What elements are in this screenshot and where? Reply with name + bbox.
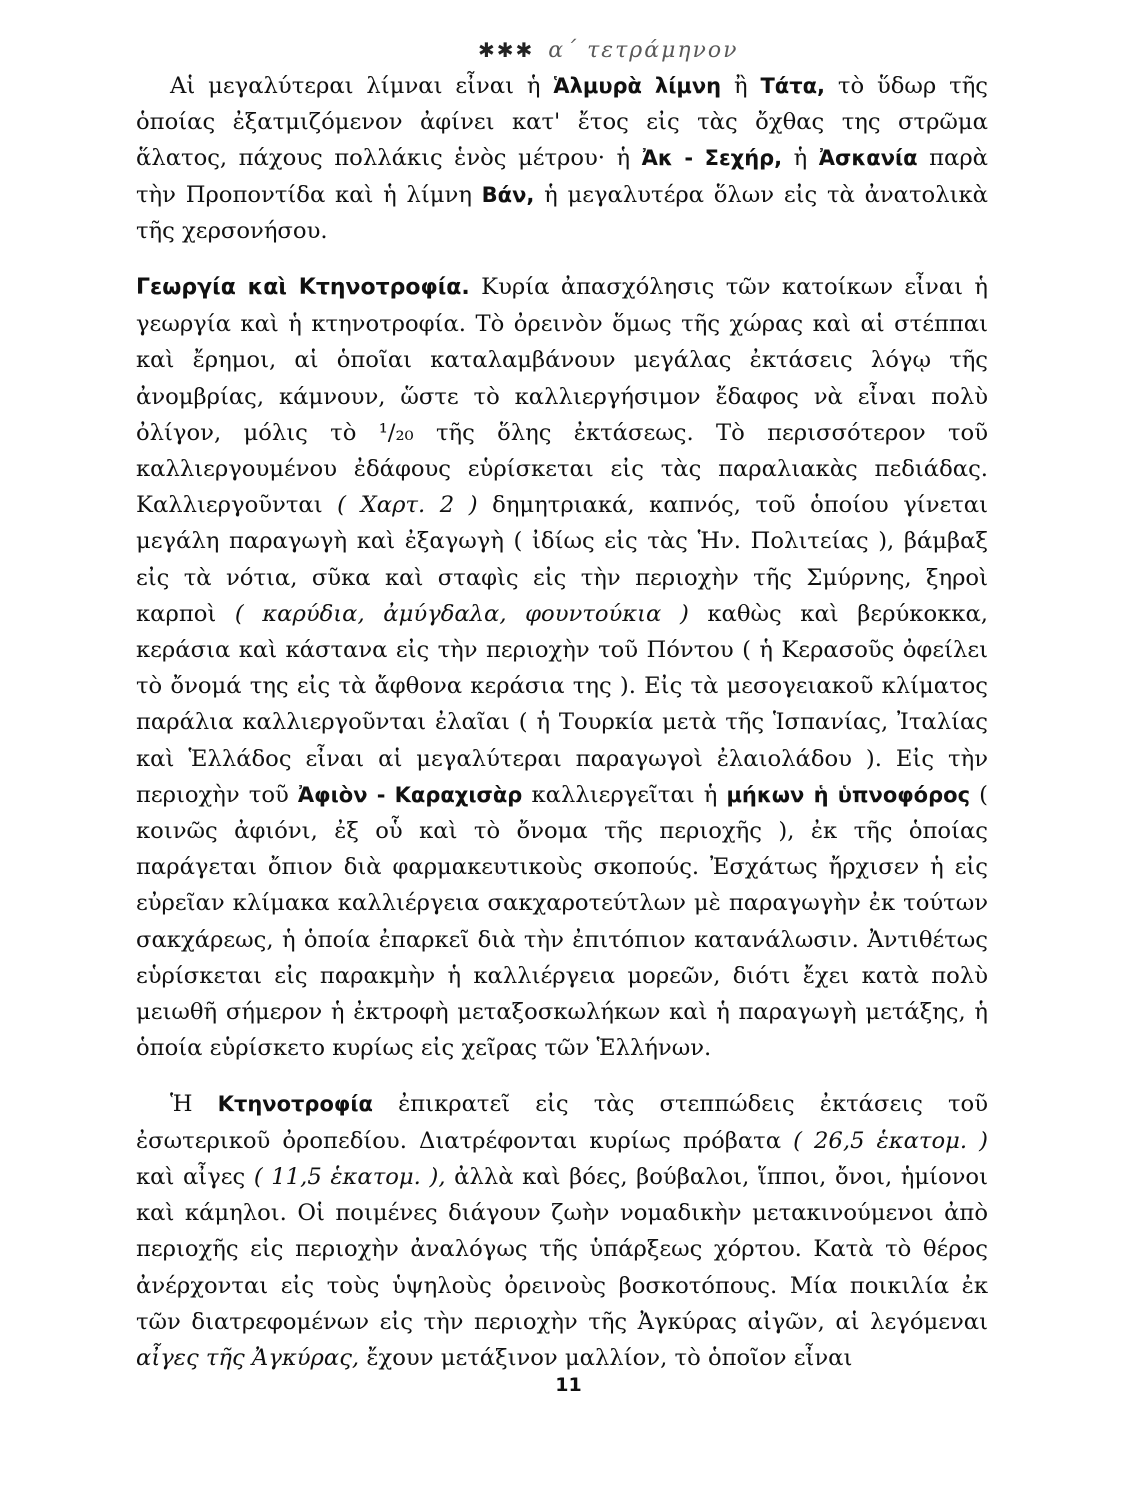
ankara-goats: αἶγες τῆς Ἀγκύρας, — [136, 1344, 360, 1371]
term-ak-sechir: Ἀκ - Σεχήρ, — [641, 146, 783, 171]
paragraph-lakes: Αἱ μεγαλύτεραι λίμναι εἶναι ἡ Ἁλμυρὰ λίμνη ἢ Τάτα, τὸ ὕδωρ τῆς ὁποίας ἐξατμιζόμενον ἀφίνει κατ' ἔτος εἰς τὰς ὄχθας της στρῶμα ἅλατος, πάχους πολλάκις ἑνὸς μέτρου· ἡ Ἀκ - Σεχήρ, ἡ Ἀσκανία παρὰ τὴν Προποντίδα καὶ ἡ λίμνη Βάν, ἡ μεγαλυτέρα ὅλων εἰς τὰ ἀνατολικὰ τῆς χερσονήσου. — [136, 73, 988, 244]
term-ktinotrofia: Κτηνοτροφία — [217, 1092, 373, 1117]
text-body — [136, 68, 988, 1376]
handwritten-annotation — [478, 38, 739, 63]
asterisks-mark: ✱✱✱ — [478, 38, 535, 62]
handwritten-note: α´ τετράμηνον — [548, 38, 739, 63]
term-askania: Ἀσκανία — [818, 146, 918, 171]
term-van: Βάν, — [481, 182, 535, 207]
nuts-list: ( καρύδια, ἀμύγδαλα, φουντούκια ) — [234, 600, 689, 627]
goat-count: ( 11,5 ἑκατομ. ), — [253, 1163, 446, 1190]
term-almyra-limni: Ἁλμυρὰ λίμνη — [553, 74, 722, 98]
sheep-count: ( 26,5 ἑκατομ. ) — [793, 1127, 988, 1154]
paragraph-livestock: Ἡ Κτηνοτροφία ἐπικρατεῖ εἰς τὰς στεππώδεις ἐκτάσεις τοῦ ἐσωτερικοῦ ὀροπεδίου. Διατρέφονται κυρίως πρόβατα ( 26,5 ἑκατομ. ) καὶ αἶγες ( 11,5 ἑκατομ. ), ἀλλὰ καὶ βόες, βούβαλοι, ἵπποι, ὄνοι, ἡμίονοι καὶ κάμηλοι. Οἱ ποιμένες διάγουν ζωὴν νομαδικὴν μετακινούμενοι ἀπὸ περιοχῆς εἰς περιοχὴν ἀναλόγως τῆς ὑπάρξεως χόρτου. Κατὰ τὸ θέρος ἀνέρχονται εἰς τοὺς ὑψηλοὺς ὀρεινοὺς βοσκοτόπους. Μία ποικιλία ἐκ τῶν διατρεφομένων εἰς τὴν περιοχὴν τῆς Ἀγκύρας αἰγῶν, αἱ λεγόμεναι αἶγες τῆς Ἀγκύρας, ἔχουν μετάξινον μαλλίον, τὸ ὁποῖον εἶναι — [136, 1091, 988, 1371]
term-mikon: μήκων ἡ ὑπνοφόρος — [726, 782, 971, 807]
fraction: ¹/₂₀ — [378, 419, 414, 446]
page-number: 11 — [555, 1374, 582, 1396]
term-tata: Τάτα, — [760, 74, 826, 98]
map-reference: ( Χαρτ. 2 ) — [337, 492, 478, 519]
term-afion-karahisar: Ἀφιὸν - Καραχισὰρ — [297, 782, 523, 807]
paragraph-agriculture: Γεωργία καὶ Κτηνοτροφία. Κυρία ἀπασχόλησις τῶν κατοίκων εἶναι ἡ γεωργία καὶ ἡ κτηνοτροφία. Τὸ ὀρεινὸν ὅμως τῆς χώρας καὶ αἱ στέππαι καὶ ἔρημοι, αἱ ὁποῖαι καταλαμβάνουν μεγάλας ἐκτάσεις λόγῳ τῆς ἀνομβρίας, κάμνουν, ὥστε τὸ καλλιεργήσιμον ἔδαφος νὰ εἶναι πολὺ ὀλίγον, μόλις τὸ ¹/₂₀ τῆς ὅλης ἐκτάσεως. Τὸ περισσότερον τοῦ καλλιεργουμένου ἐδάφους εὑρίσκεται εἰς τὰς παραλιακὰς πεδιάδας. Καλλιεργοῦνται ( Χαρτ. 2 ) δημητριακά, καπνός, τοῦ ὁποίου γίνεται μεγάλη παραγωγὴ καὶ ἐξαγωγὴ ( ἰδίως εἰς τὰς Ἡν. Πολιτείας ), βάμβαξ εἰς τὰ νότια, σῦκα καὶ σταφὶς εἰς τὴν περιοχὴν τῆς Σμύρνης, ξηροὶ καρποὶ ( καρύδια, ἀμύγδαλα, φουντούκια ) καθὼς καὶ βερύκοκκα, κεράσια καὶ κάστανα εἰς τὴν περιοχὴν τοῦ Πόντου ( ἡ Κερασοῦς ὀφείλει τὸ ὄνομά της εἰς τὰ ἄφθονα κεράσια της ). Εἰς τὰ μεσογειακοῦ κλίματος παράλια καλλιεργοῦνται ἐλαῖαι ( ἡ Τουρκία μετὰ τῆς Ἱσπανίας, Ἰταλίας καὶ Ἑλλάδος εἶναι αἱ μεγαλύτεραι παραγωγοὶ ἐλαιολάδου ). Εἰς τὴν περιοχὴν τοῦ Ἀφιὸν - Καραχισὰρ καλλιεργεῖται ἡ μήκων ἡ ὑπνοφόρος ( κοινῶς ἀφιόνι, ἐξ οὗ καὶ τὸ ὄνομα τῆς περιοχῆς ), ἐκ τῆς ὁποίας παράγεται ὄπιον διὰ φαρμακευτικοὺς σκοπούς. Ἐσχάτως ἤρχισεν ἡ εἰς εὐρεῖαν κλίμακα καλλιέργεια σακχαροτεύτλων μὲ παραγωγὴν ἐκ τούτων σακχάρεως, ἡ ὁποία ἐπαρκεῖ διὰ τὴν ἐπιτόπιον κατανάλωσιν. Ἀντιθέτως εὑρίσκεται εἰς παρακμὴν ἡ καλλιέργεια μορεῶν, διότι ἔχει κατὰ πολὺ μειωθῆ σήμερον ἡ ἐκτροφὴ μεταξοσκωλήκων καὶ ἡ παραγωγὴ μετάξης, ἡ ὁποία εὑρίσκετο κυρίως εἰς χεῖρας τῶν Ἑλλήνων. — [136, 274, 989, 1062]
section-heading: Γεωργία καὶ Κτηνοτροφία. — [136, 275, 470, 301]
